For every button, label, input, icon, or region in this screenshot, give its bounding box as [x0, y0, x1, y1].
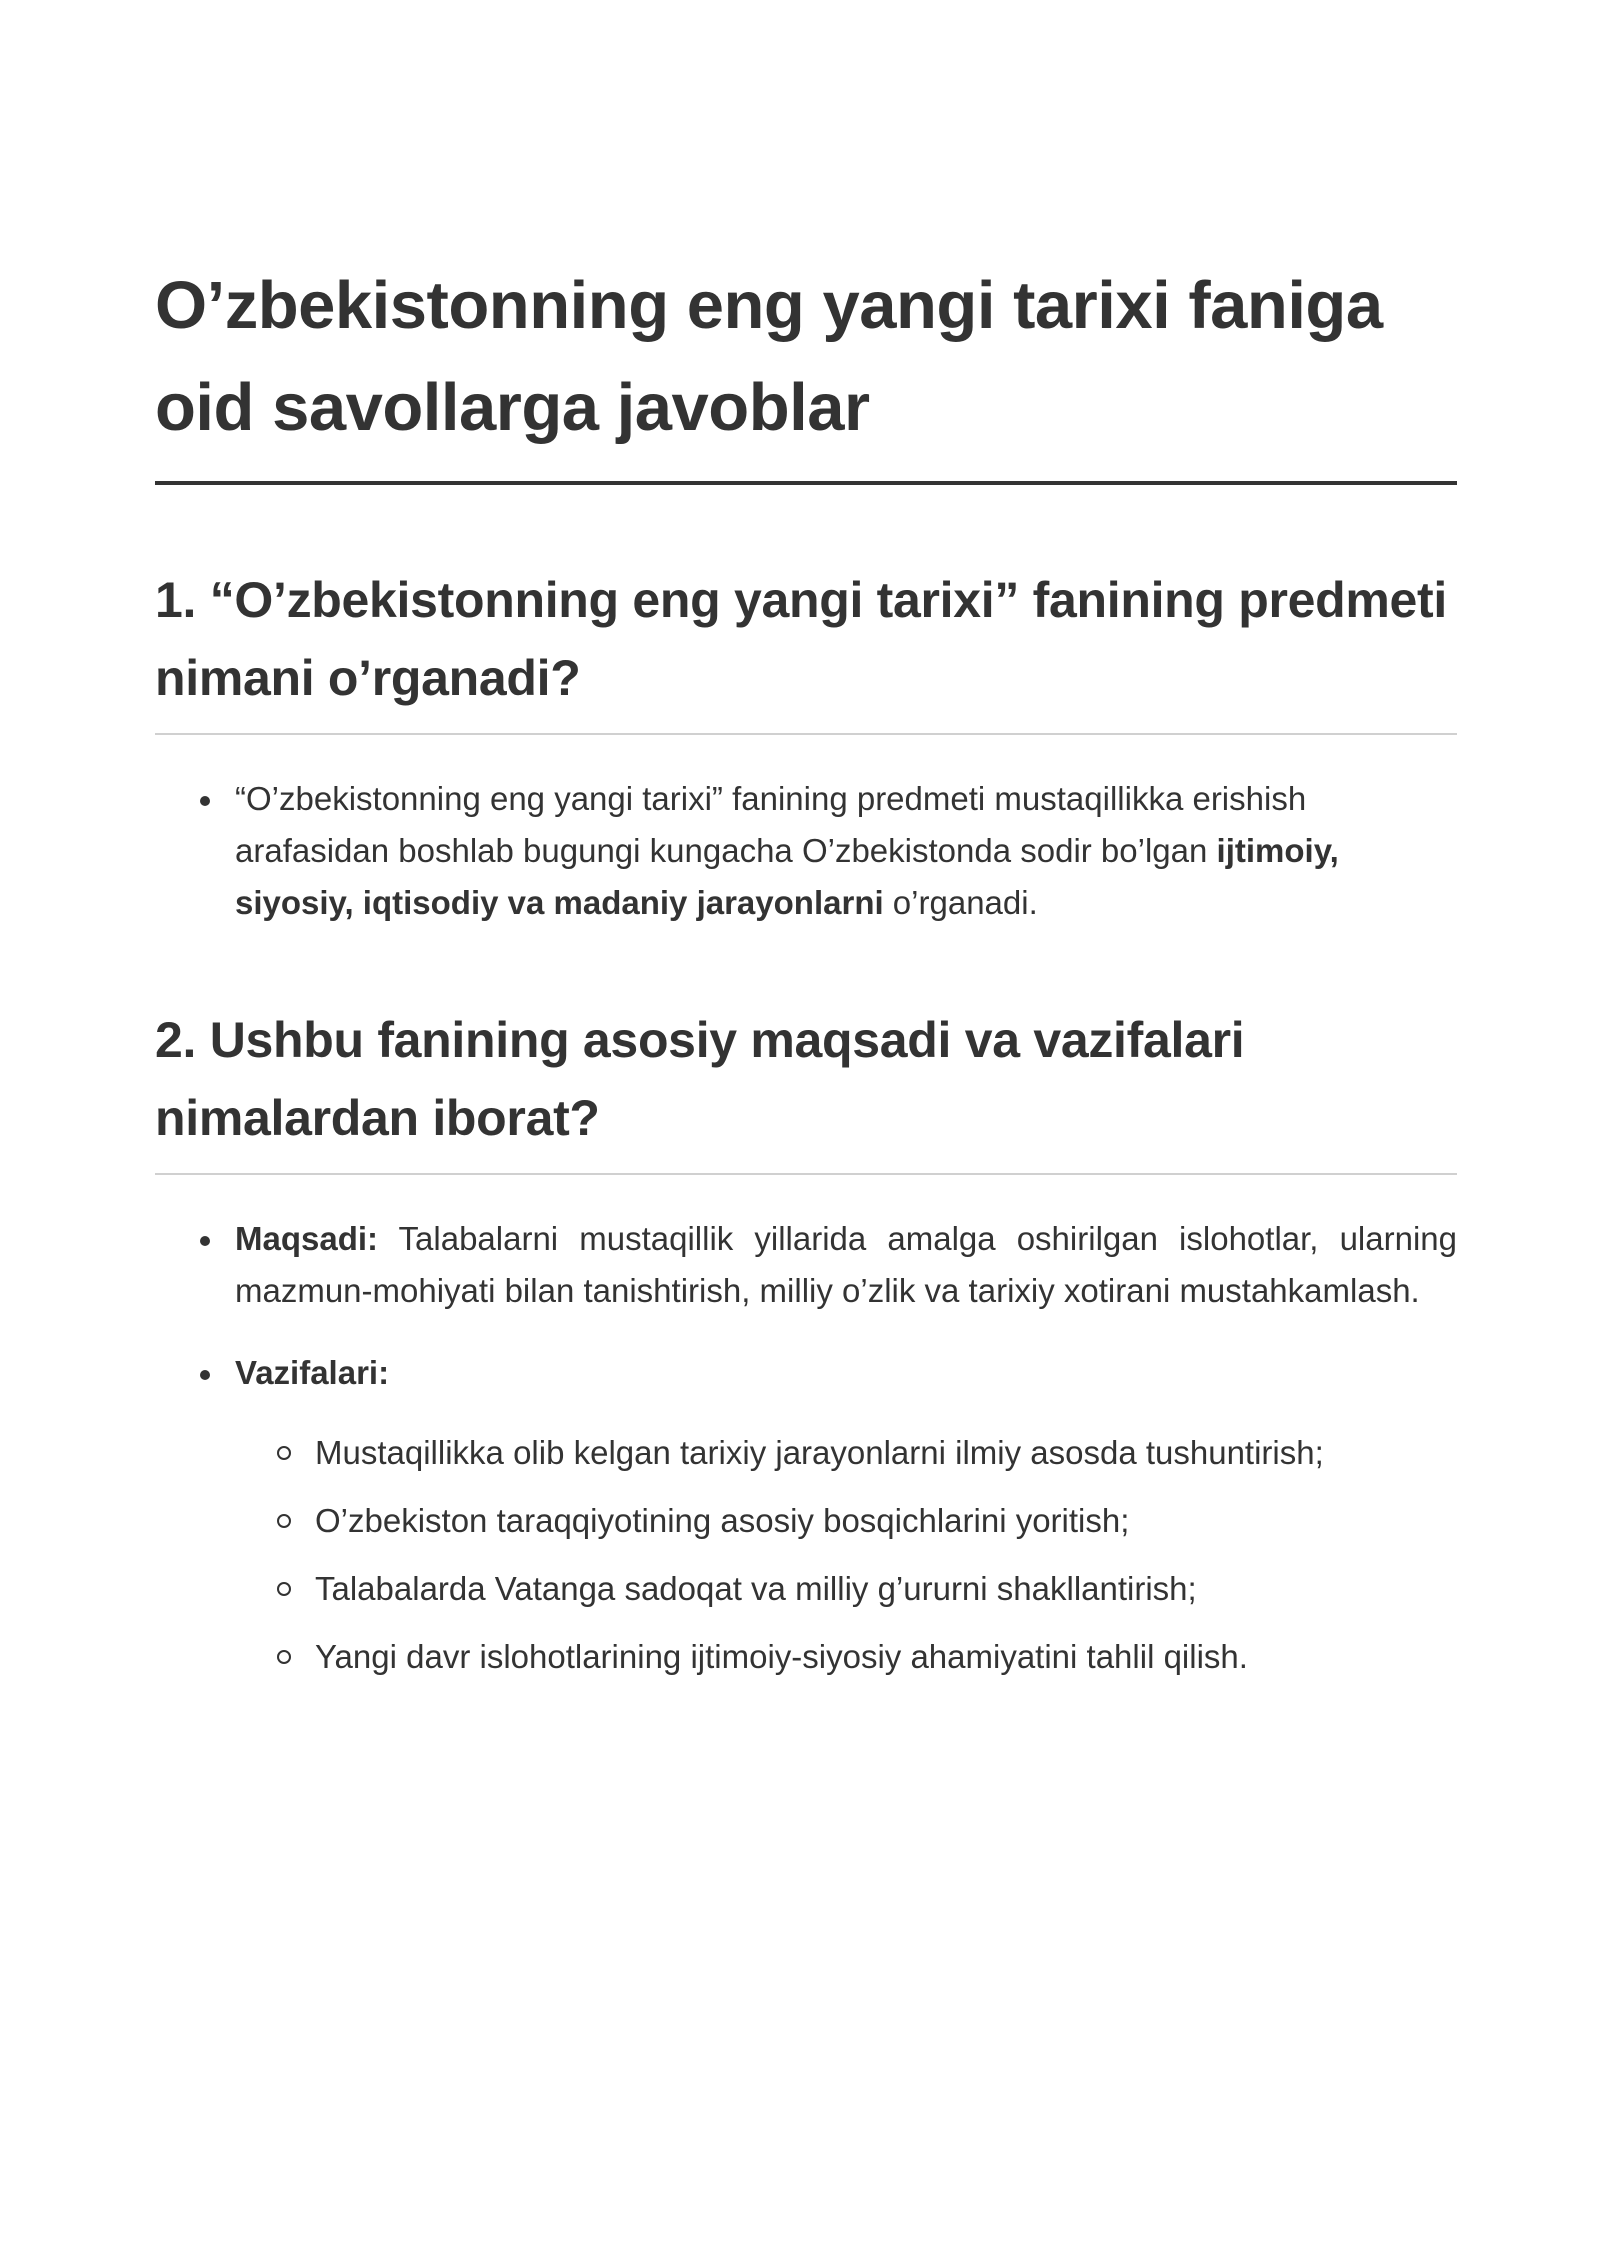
- bullet-circle-icon: [277, 1650, 291, 1664]
- section-2-heading: 2. Ushbu fanining asosiy maqsadi va vazifalari nimalardan iborat?: [155, 1001, 1457, 1175]
- document-page: [155, 255, 1457, 1699]
- bullet-circle-icon: [277, 1446, 291, 1460]
- bullet-dot-icon: [200, 796, 210, 806]
- bullet-circle-icon: [277, 1514, 291, 1528]
- list-item-label: Maqsadi:: [235, 1220, 379, 1257]
- sub-list-item-text: O’zbekiston taraqqiyotining asosiy bosqichlarini yoritish;: [315, 1502, 1130, 1539]
- sub-list-item: [235, 1495, 1457, 1547]
- list-item-text: “O’zbekistonning eng yangi tarixi” fanining predmeti mustaqillikka erishish arafasidan boshlab bugungi kungacha O’zbekistonda sodir bo’lgan: [235, 780, 1307, 869]
- sub-list-item-text: Mustaqillikka olib kelgan tarixiy jarayonlarni ilmiy asosda tushuntirish;: [315, 1434, 1324, 1471]
- list-item-text: Talabalarni mustaqillik yillarida amalga oshirilgan islohotlar, ularning mazmun-mohiyati bilan tanishtirish, milliy o’zlik va tarixiy xotirani mustahkamlash.: [235, 1220, 1457, 1309]
- bullet-dot-icon: [200, 1370, 210, 1380]
- list-item-vazifalari: [155, 1347, 1457, 1683]
- bullet-circle-icon: [277, 1582, 291, 1596]
- section-2: [155, 1001, 1457, 1683]
- bullet-dot-icon: [200, 1236, 210, 1246]
- document-title: O’zbekistonning eng yangi tarixi faniga oid savollarga javoblar: [155, 255, 1457, 485]
- section-2-bullet-list: [155, 1213, 1457, 1683]
- list-item: [155, 773, 1457, 929]
- section-1-bullet-list: [155, 773, 1457, 929]
- sub-list-item-text: Talabalarda Vatanga sadoqat va milliy g’ururni shakllantirish;: [315, 1570, 1197, 1607]
- list-item-maqsadi: [155, 1213, 1457, 1317]
- section-1-heading: 1. “O’zbekistonning eng yangi tarixi” fanining predmeti nimani o’rganadi?: [155, 561, 1457, 735]
- list-item-text-end: o’rganadi.: [883, 884, 1038, 921]
- vazifalari-sub-list: [235, 1427, 1457, 1683]
- list-item-bold-text: ijtimoiy, siyosiy, iqtisodiy va madaniy jarayonlarni: [235, 832, 1339, 921]
- list-item-label: Vazifalari:: [235, 1354, 390, 1391]
- sub-list-item: [235, 1631, 1457, 1683]
- sub-list-item-text: Yangi davr islohotlarining ijtimoiy-siyosiy ahamiyatini tahlil qilish.: [315, 1638, 1248, 1675]
- sub-list-item: [235, 1563, 1457, 1615]
- section-1: [155, 561, 1457, 929]
- sub-list-item: [235, 1427, 1457, 1479]
